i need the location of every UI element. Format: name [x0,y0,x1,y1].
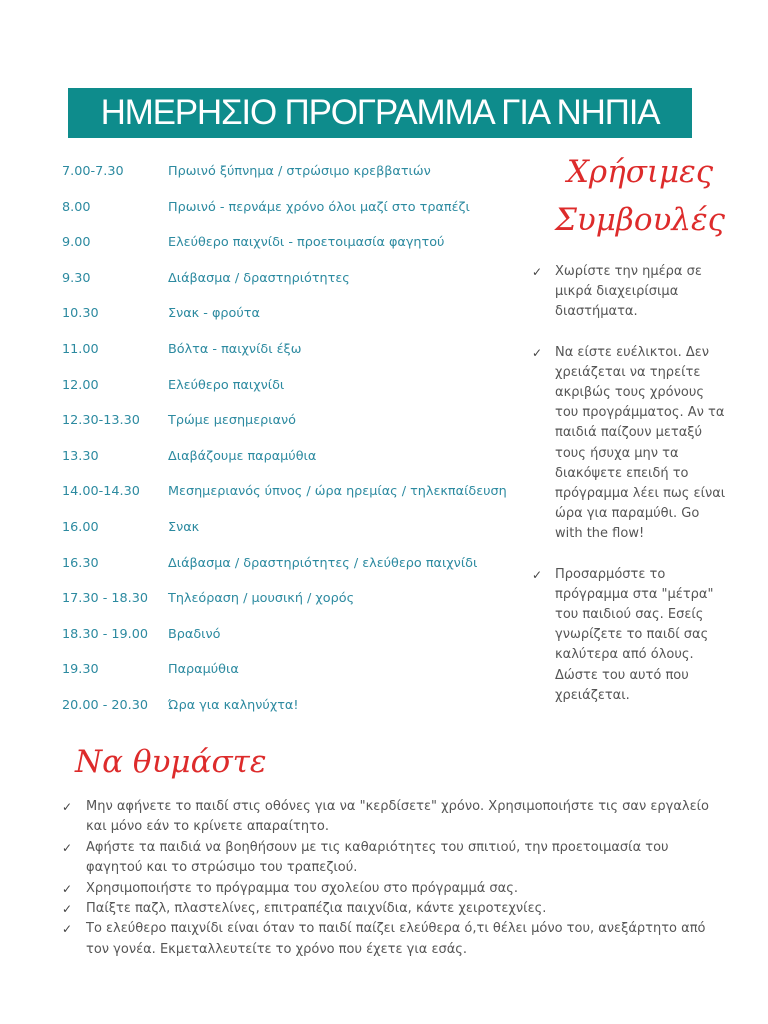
checkmark-icon: ✓ [62,881,73,896]
checkmark-icon: ✓ [62,840,73,855]
schedule-time: 18.30 - 19.00 [62,626,149,642]
schedule-activity: Ελεύθερο παιχνίδι - προετοιμασία φαγητού [168,235,445,251]
schedule-time: 20.00 - 20.30 [62,697,149,713]
schedule-activity: Σνακ [168,519,200,535]
schedule-row [62,412,522,448]
checkmark-icon: ✓ [62,922,73,937]
remember-heading: Να θυμάστε [75,744,267,780]
schedule-time: 14.00-14.30 [62,484,140,500]
schedule-time: 8.00 [62,199,91,215]
tip-item [532,565,728,706]
schedule-activity: Ώρα για καληνύχτα! [168,697,299,713]
schedule-time: 17.30 - 18.30 [62,591,149,607]
schedule-time: 19.30 [62,662,99,678]
page-title: ΗΜΕΡΗΣΙΟ ΠΡΟΓΡΑΜΜΑ ΓΙΑ ΝΗΠΙΑ [68,88,692,138]
remember-item-text: Μην αφήνετε το παιδί στις οθόνες για να "κερδίσετε" χρόνο. Χρησιμοποιήστε τις σαν εργαλείο και μόνο εάν το κρίνετε απαραίτητο. [86,799,710,835]
schedule-time: 10.30 [62,306,99,322]
schedule-time: 11.00 [62,341,99,357]
schedule-activity: Τηλεόραση / μουσική / χορός [168,591,355,607]
schedule-activity: Ελεύθερο παιχνίδι [168,377,285,393]
schedule-row [62,626,522,662]
schedule-activity: Βόλτα - παιχνίδι έξω [168,341,302,357]
schedule-row [62,377,522,413]
schedule-row [62,661,522,697]
schedule-activity: Διάβασμα / δραστηριότητες [168,270,350,286]
schedule-row [62,448,522,484]
remember-item-text: Αφήστε τα παιδιά να βοηθήσουν με τις καθαριότητες του σπιτιού, την προετοιμασία του φαγητού και το στρώσιμο του τραπεζιού. [86,839,669,876]
remember-item [62,899,722,919]
schedule-time: 13.30 [62,448,99,464]
tips-list [532,262,728,726]
remember-list [62,797,722,960]
tip-item [532,343,728,545]
remember-item [62,919,722,960]
schedule-activity: Βραδινό [168,626,221,642]
schedule-row [62,234,522,270]
schedule-row [62,555,522,591]
checkmark-icon: ✓ [62,800,73,814]
schedule-activity: Μεσημεριανός ύπνος / ώρα ηρεμίας / τηλεκπαίδευση [168,484,507,500]
schedule-time: 16.30 [62,555,99,571]
schedule-activity: Διαβάζουμε παραμύθια [168,448,317,464]
schedule-time: 7.00-7.30 [62,164,124,179]
tips-heading [540,148,740,244]
schedule-activity: Τρώμε μεσημεριανό [168,413,296,429]
schedule-row [62,697,522,733]
schedule-row [62,163,522,199]
schedule-row [62,270,522,306]
checkmark-icon: ✓ [532,567,543,582]
tip-item [532,262,728,323]
schedule-activity: Πρωινό - περνάμε χρόνο όλοι μαζί στο τραπέζι [168,199,470,215]
schedule-row [62,590,522,626]
schedule-time: 9.00 [62,235,91,251]
remember-item [62,838,722,879]
remember-item-text: Το ελεύθερο παιχνίδι είναι όταν το παιδί παίζει ελεύθερα ό,τι θέλει μόνο του, ανεξάρτητο από τον γονέα. Εκμεταλλευτείτε το χρόνο που έχετε για εσάς. [86,921,706,957]
schedule-activity: Σνακ - φρούτα [168,306,260,322]
remember-item-text: Παίξτε παζλ, πλαστελίνες, επιτραπέζια παιχνίδια, κάντε χειροτεχνίες. [86,901,547,917]
schedule-row [62,305,522,341]
schedule-activity: Διάβασμα / δραστηριότητες / ελεύθερο παιχνίδι [168,555,478,571]
remember-item-text: Χρησιμοποιήστε το πρόγραμμα του σχολείου στο πρόγραμμά σας. [86,880,518,896]
tips-heading-line1: Χρήσιμες [566,154,714,190]
schedule-time: 9.30 [62,270,91,286]
schedule-time: 12.00 [62,377,99,393]
schedule-activity: Παραμύθια [168,662,239,678]
schedule-activity: Πρωινό ξύπνημα / στρώσιμο κρεββατιών [168,164,431,179]
schedule-list [62,163,522,733]
schedule-row [62,519,522,555]
schedule-time: 16.00 [62,519,99,535]
tip-item-text: Να είστε ευέλικτοι. Δεν χρειάζεται να τηρείτε ακριβώς τους χρόνους του προγράμματος. Αν τα παιδιά παίζουν μεταξύ τους ήσυχα μην τα διακόψετε επειδή το πρόγραμμα λέει πως είναι ώρα για παραμύθι. Go with the flow! [555,344,726,542]
checkmark-icon: ✓ [532,345,543,360]
checkmark-icon: ✓ [532,265,543,279]
checkmark-icon: ✓ [62,902,73,917]
remember-item [62,879,722,899]
schedule-row [62,341,522,377]
schedule-row [62,199,522,235]
schedule-time: 12.30-13.30 [62,413,140,429]
remember-item [62,797,722,838]
tips-heading-line2: Συμβουλές [555,202,725,238]
tip-item-text: Προσαρμόστε το πρόγραμμα στα "μέτρα" του παιδιού σας. Εσείς γνωρίζετε το παιδί σας καλύτερα από όλους. Δώστε του αυτό που χρειάζεται. [555,566,714,703]
tip-item-text: Χωρίστε την ημέρα σε μικρά διαχειρίσιμα διαστήματα. [555,264,702,320]
schedule-row [62,483,522,519]
